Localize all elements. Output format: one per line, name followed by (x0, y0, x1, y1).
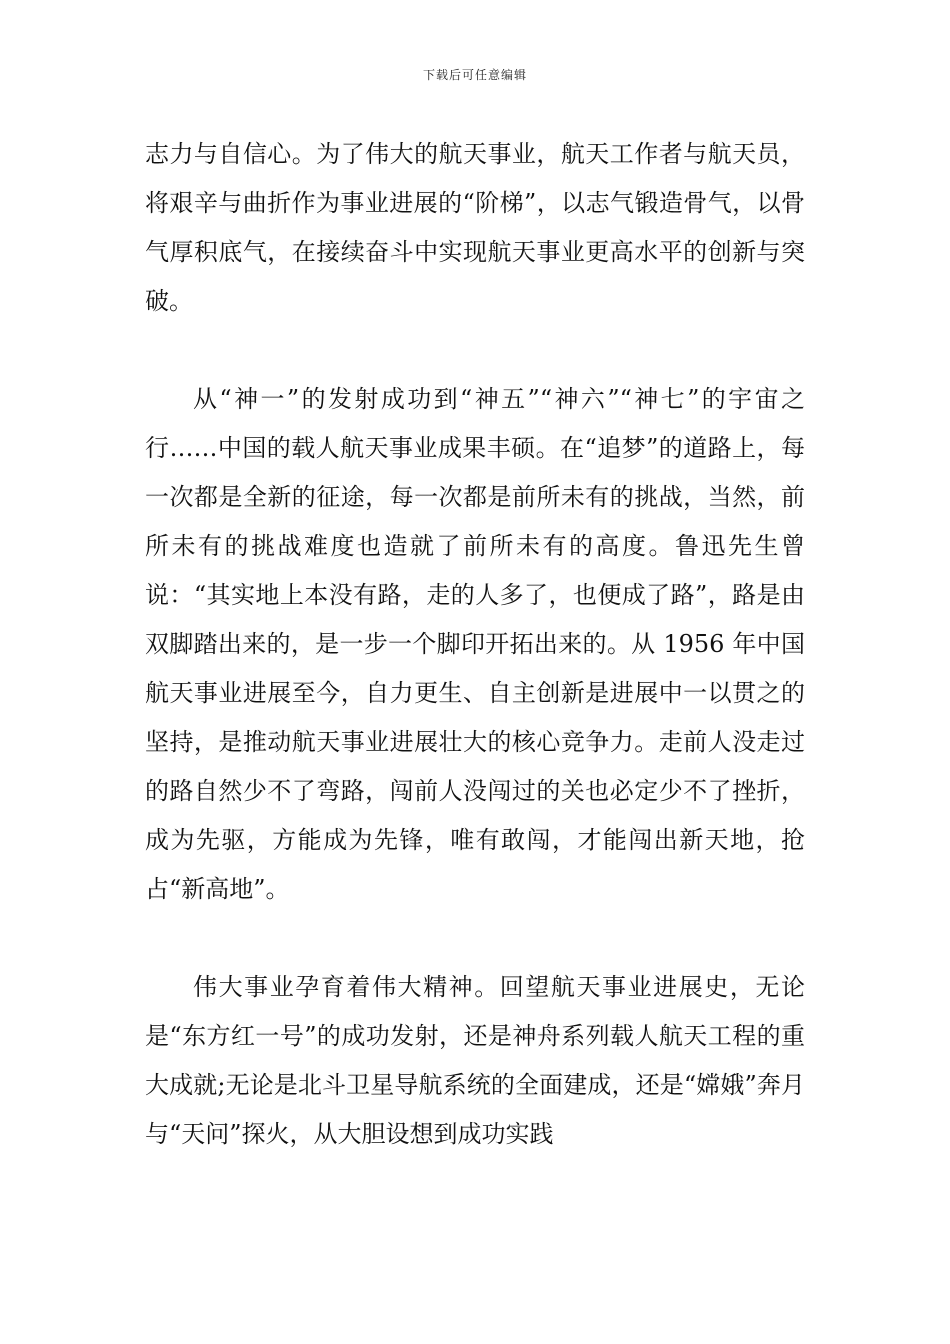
document-body (145, 130, 805, 1159)
paragraph-2: 从“神一”的发射成功到“神五”“神六”“神七”的宇宙之行……中国的载人航天事业成果丰硕。在“追梦”的道路上，每一次都是全新的征途，每一次都是前所未有的挑战，当然，前所未有的挑战难度也造就了前所未有的高度。鲁迅先生曾说：“其实地上本没有路，走的人多了，也便成了路”，路是由双脚踏出来的，是一步一个脚印开拓出来的。从 1956 年中国航天事业进展至今，自力更生、自主创新是进展中一以贯之的坚持，是推动航天事业进展壮大的核心竞争力。走前人没走过的路自然少不了弯路，闯前人没闯过的关也必定少不了挫折，成为先驱，方能成为先锋，唯有敢闯，才能闯出新天地，抢占“新高地”。 (145, 385, 805, 903)
paragraph-spacer (145, 914, 805, 963)
paragraph-3: 伟大事业孕育着伟大精神。回望航天事业进展史，无论是“东方红一号”的成功发射，还是神舟系列载人航天工程的重大成就;无论是北斗卫星导航系统的全面建成，还是“嫦娥”奔月与“天问”探火，从大胆设想到成功实践 (145, 973, 805, 1148)
paragraph-1: 志力与自信心。为了伟大的航天事业，航天工作者与航天员，将艰辛与曲折作为事业进展的“阶梯”，以志气锻造骨气，以骨气厚积底气，在接续奋斗中实现航天事业更高水平的创新与突破。 (145, 140, 805, 315)
page-header: 下载后可任意编辑 (422, 68, 527, 82)
paragraph-spacer (145, 326, 805, 375)
